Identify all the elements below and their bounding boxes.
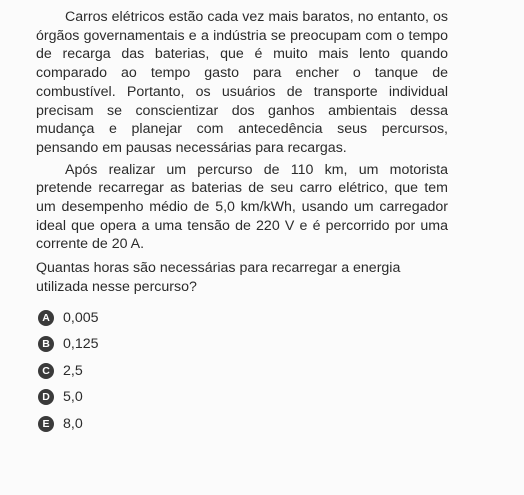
option-e[interactable]	[36, 411, 448, 438]
paragraph-scenario: Após realizar um percurso de 110 km, um motorista pretende recarregar as baterias de seu carro elétrico, que tem um desempenho médio de 5,0 km/kWh, usando um carregador ideal que opera a uma tensão de 220 V e é percorrido por uma corrente de 20 A.	[36, 161, 448, 253]
option-value: 0,005	[63, 309, 99, 326]
answer-options	[36, 305, 448, 438]
question-block	[36, 8, 448, 437]
option-letter-badge: B	[38, 336, 54, 352]
option-value: 2,5	[63, 362, 83, 379]
question-prompt: Quantas horas são necessárias para recarregar a energia utilizada nesse percurso?	[36, 260, 401, 295]
option-d[interactable]	[36, 384, 448, 411]
option-value: 5,0	[63, 389, 83, 406]
option-c[interactable]	[36, 358, 448, 385]
option-value: 0,125	[63, 336, 99, 353]
option-letter-badge: D	[38, 389, 54, 405]
option-a[interactable]	[36, 305, 448, 332]
option-value: 8,0	[63, 415, 83, 432]
option-letter-badge: C	[38, 363, 54, 379]
paragraph-context: Carros elétricos estão cada vez mais baratos, no entanto, os órgãos governamentais e a indústria se preocupam com o tempo de recarga das baterias, que é muito mais lento quando comparado ao tempo gasto para encher o tanque de combustível. Portanto, os usuários de transporte individual precisam se conscientizar dos ganhos ambientais dessa mudança e planejar com antecedência seus percursos, pensando em pausas necessárias para recargas.	[36, 9, 448, 156]
option-letter-badge: A	[38, 310, 54, 326]
option-b[interactable]	[36, 331, 448, 358]
option-letter-badge: E	[38, 416, 54, 432]
